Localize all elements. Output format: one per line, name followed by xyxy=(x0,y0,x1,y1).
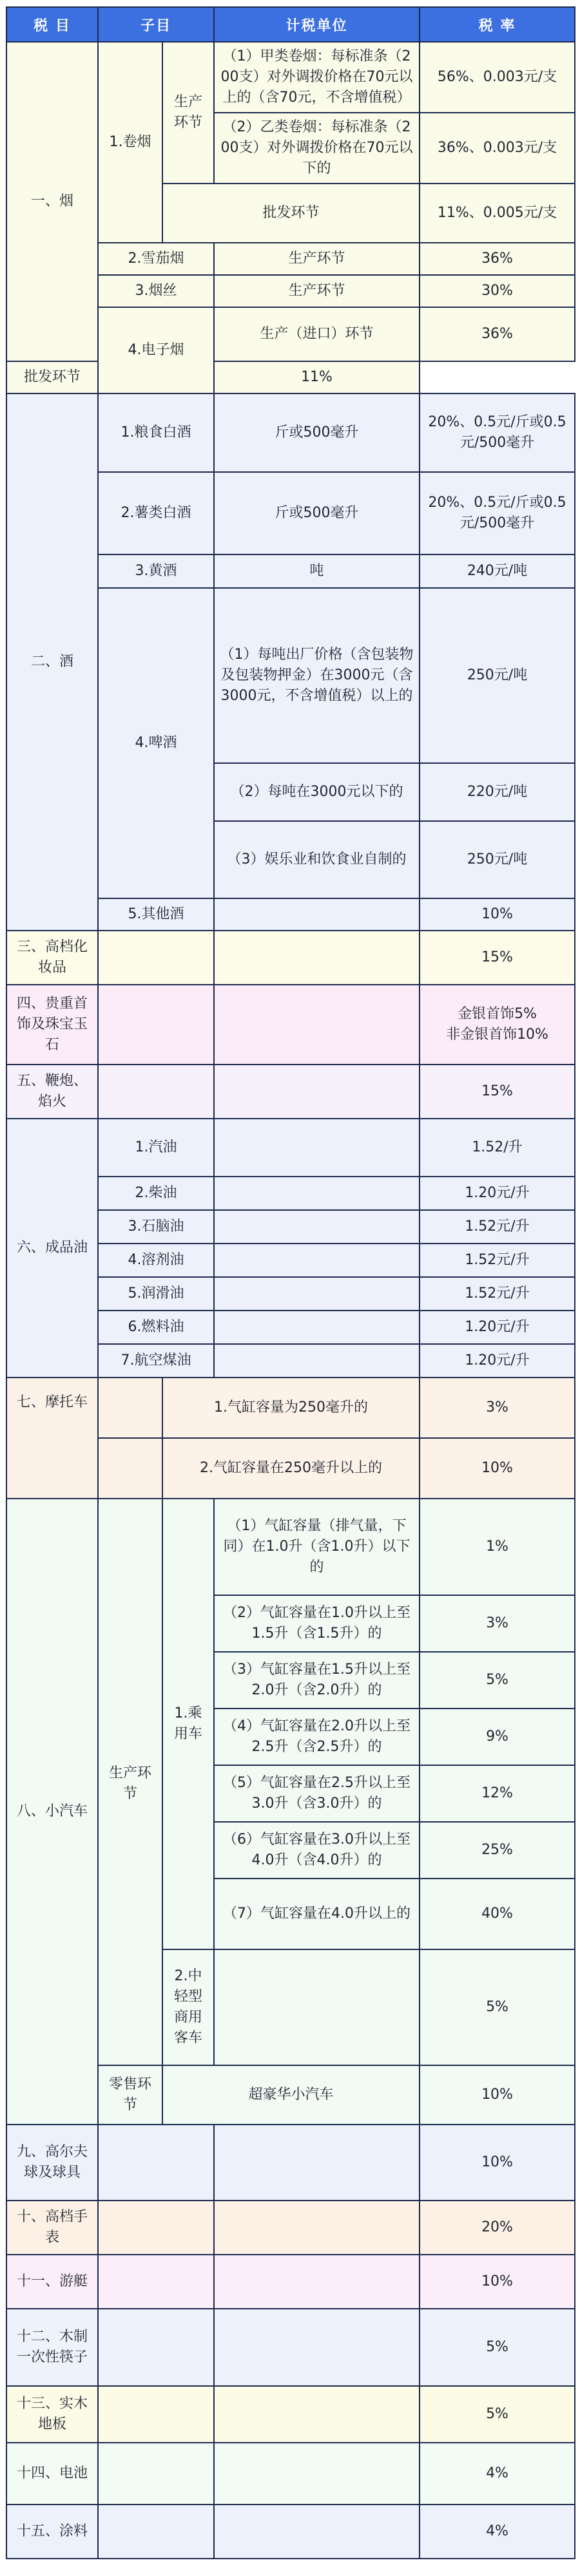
table-row xyxy=(6,2125,575,2201)
rate-cell: 12% xyxy=(420,1765,575,1822)
unit-cell: （2）每吨在3000元以下的 xyxy=(214,763,420,821)
rate-cell: 5% xyxy=(420,1652,575,1709)
unit-cell: （6）气缸容量在3.0升以上至4.0升（含4.0升）的 xyxy=(214,1822,420,1879)
rate-line: 非金银首饰10% xyxy=(446,1026,548,1043)
tax-item-cell: 十四、电池 xyxy=(6,2443,98,2505)
table-row xyxy=(6,2386,575,2443)
unit-cell: （5）气缸容量在2.5升以上至3.0升（含3.0升）的 xyxy=(214,1765,420,1822)
rate-cell: 11% xyxy=(214,361,420,393)
unit-cell xyxy=(214,898,420,931)
unit-cell: （1）每吨出厂价格（含包装物及包装物押金）在3000元（含3000元，不含增值税）以上的 xyxy=(214,588,420,763)
rate-cell: 1.20元/升 xyxy=(420,1311,575,1344)
sub-item-cell: 2.雪茄烟 xyxy=(98,243,214,275)
rate-cell: 15% xyxy=(420,1065,575,1119)
sub-item-cell xyxy=(98,2309,214,2386)
unit-cell xyxy=(214,1949,420,2065)
table-row xyxy=(6,2505,575,2559)
tax-item-cell: 六、成品油 xyxy=(6,1119,98,1378)
rate-cell: 9% xyxy=(420,1709,575,1765)
unit-cell: （4）气缸容量在2.0升以上至2.5升（含2.5升）的 xyxy=(214,1709,420,1765)
tax-item-cell: 一、烟 xyxy=(6,42,98,361)
rate-cell: 1.52元/升 xyxy=(420,1277,575,1311)
header-unit: 计税单位 xyxy=(214,7,420,42)
sub-item-cell: 5.其他酒 xyxy=(98,898,214,931)
sub-item-cell xyxy=(98,2255,214,2309)
sub-item-cell: 2.柴油 xyxy=(98,1177,214,1210)
rate-cell: 11%、0.005元/支 xyxy=(420,184,575,243)
tax-item-cell: 九、高尔夫球及球具 xyxy=(6,2125,98,2201)
rate-cell: 250元/吨 xyxy=(420,588,575,763)
tax-item-cell: 五、鞭炮、焰火 xyxy=(6,1065,98,1119)
unit-cell: （1）气缸容量（排气量，下同）在1.0升（含1.0升）以下的 xyxy=(214,1499,420,1595)
rate-cell: 5% xyxy=(420,2386,575,2443)
table-row xyxy=(6,393,575,472)
stage-cell: 生产环节 xyxy=(162,42,214,184)
unit-cell: 生产环节 xyxy=(214,243,420,275)
table-row xyxy=(6,931,575,985)
unit-cell: （3）气缸容量在1.5升以上至2.0升（含2.0升）的 xyxy=(214,1652,420,1709)
table-row xyxy=(6,1119,575,1177)
rate-cell: 30% xyxy=(420,275,575,307)
rate-cell: 3% xyxy=(420,1595,575,1652)
rate-cell: 220元/吨 xyxy=(420,763,575,821)
rate-line: 金银首饰5% xyxy=(458,1005,537,1022)
sub-item-cell: 4.电子烟 xyxy=(98,307,214,393)
rate-cell: 4% xyxy=(420,2443,575,2505)
unit-cell xyxy=(214,931,420,985)
rate-cell: 40% xyxy=(420,1879,575,1949)
sub-item-cell xyxy=(98,2386,214,2443)
sub-item-cell xyxy=(98,2201,214,2255)
rate-cell: 20% xyxy=(420,2201,575,2255)
rate-cell: 10% xyxy=(420,2255,575,2309)
rate-cell: 36% xyxy=(420,243,575,275)
header-tax-item: 税 目 xyxy=(6,7,98,42)
unit-cell: 批发环节 xyxy=(6,361,98,393)
unit-cell xyxy=(214,2505,420,2559)
unit-cell xyxy=(214,1277,420,1311)
sub-item-cell: 6.燃料油 xyxy=(98,1311,214,1344)
rate-cell: 25% xyxy=(420,1822,575,1879)
sub-item-cell xyxy=(98,985,214,1065)
rate-cell: 36%、0.003元/支 xyxy=(420,113,575,184)
rate-cell: 1% xyxy=(420,1499,575,1595)
unit-cell: （1）甲类卷烟：每标准条（200支）对外调拨价格在70元以上的（含70元，不含增值税） xyxy=(214,42,420,113)
unit-cell xyxy=(214,2309,420,2386)
table-row xyxy=(6,42,575,113)
tax-item-cell: 四、贵重首饰及珠宝玉石 xyxy=(6,985,98,1065)
rate-cell: 1.52/升 xyxy=(420,1119,575,1177)
unit-cell xyxy=(214,2255,420,2309)
unit-cell xyxy=(214,985,420,1065)
rate-cell: 5% xyxy=(420,2309,575,2386)
sub-item-cell: 3.石脑油 xyxy=(98,1210,214,1244)
rate-cell: 1.20元/升 xyxy=(420,1177,575,1210)
rate-cell: 10% xyxy=(420,2125,575,2201)
tax-item-cell: 十二、木制一次性筷子 xyxy=(6,2309,98,2386)
unit-cell xyxy=(214,1119,420,1177)
tax-item-cell: 十一、游艇 xyxy=(6,2255,98,2309)
table-row xyxy=(6,2255,575,2309)
unit-cell xyxy=(214,1344,420,1378)
tax-item-cell: 七、摩托车 xyxy=(6,1378,98,1499)
sub-item-cell: 1.卷烟 xyxy=(98,42,162,243)
tax-item-cell: 二、酒 xyxy=(6,393,98,931)
rate-cell: 20%、0.5元/斤或0.5元/500毫升 xyxy=(420,393,575,472)
rate-cell: 5% xyxy=(420,1949,575,2065)
sub-item-cell: 1.粮食白酒 xyxy=(98,393,214,472)
table-row xyxy=(6,2443,575,2505)
unit-cell: 斤或500毫升 xyxy=(214,393,420,472)
sub-item-cell: 1.汽油 xyxy=(98,1119,214,1177)
stage-cell: 生产环节 xyxy=(98,1499,162,2065)
unit-cell xyxy=(214,2125,420,2201)
unit-cell: 批发环节 xyxy=(162,184,420,243)
table-row xyxy=(6,361,575,393)
rate-cell: 1.52元/升 xyxy=(420,1244,575,1277)
rate-cell: 56%、0.003元/支 xyxy=(420,42,575,113)
table-row xyxy=(6,1065,575,1119)
table-row xyxy=(6,2309,575,2386)
unit-cell: 生产（进口）环节 xyxy=(214,307,420,361)
sub-item-cell: 1.乘用车 xyxy=(162,1499,214,1949)
stage-cell: 零售环节 xyxy=(98,2065,162,2125)
unit-cell: 2.气缸容量在250毫升以上的 xyxy=(162,1438,420,1499)
rate-cell: 240元/吨 xyxy=(420,554,575,588)
rate-cell: 250元/吨 xyxy=(420,821,575,898)
sub-item-cell xyxy=(98,931,214,985)
table-row xyxy=(6,1378,575,1438)
rate-cell: 10% xyxy=(420,2065,575,2125)
sub-item-cell: 3.烟丝 xyxy=(98,275,214,307)
sub-item-cell: 7.航空煤油 xyxy=(98,1344,214,1378)
table-row xyxy=(6,985,575,1065)
rate-cell: 4% xyxy=(420,2505,575,2559)
sub-item-cell xyxy=(98,1438,162,1499)
rate-cell: 10% xyxy=(420,1438,575,1499)
consumption-tax-table xyxy=(6,6,575,2559)
rate-cell: 10% xyxy=(420,898,575,931)
unit-cell: 超豪华小汽车 xyxy=(162,2065,420,2125)
rate-cell: 1.20元/升 xyxy=(420,1344,575,1378)
header-rate: 税 率 xyxy=(420,7,575,42)
unit-cell xyxy=(214,1244,420,1277)
unit-cell xyxy=(214,1065,420,1119)
rate-cell xyxy=(420,985,575,1065)
tax-item-cell: 八、小汽车 xyxy=(6,1499,98,2125)
table-header-row xyxy=(6,7,575,42)
sub-item-cell xyxy=(98,2505,214,2559)
sub-item-cell xyxy=(98,1065,214,1119)
sub-item-cell xyxy=(98,1378,162,1438)
unit-cell: （2）乙类卷烟：每标准条（200支）对外调拨价格在70元以下的 xyxy=(214,113,420,184)
rate-cell: 1.52元/升 xyxy=(420,1210,575,1244)
unit-cell: 生产环节 xyxy=(214,275,420,307)
unit-cell xyxy=(214,2201,420,2255)
tax-item-cell: 十三、实木地板 xyxy=(6,2386,98,2443)
sub-item-cell: 2.中轻型商用客车 xyxy=(162,1949,214,2065)
unit-cell xyxy=(214,2386,420,2443)
unit-cell: （3）娱乐业和饮食业自制的 xyxy=(214,821,420,898)
sub-item-cell: 3.黄酒 xyxy=(98,554,214,588)
unit-cell: 斤或500毫升 xyxy=(214,472,420,554)
header-sub-item: 子目 xyxy=(98,7,214,42)
unit-cell xyxy=(214,1177,420,1210)
unit-cell xyxy=(214,2443,420,2505)
sub-item-cell: 4.啤酒 xyxy=(98,588,214,898)
unit-cell: （7）气缸容量在4.0升以上的 xyxy=(214,1879,420,1949)
table-row xyxy=(6,1499,575,1595)
sub-item-cell: 5.润滑油 xyxy=(98,1277,214,1311)
sub-item-cell xyxy=(98,2125,214,2201)
table-row xyxy=(6,2201,575,2255)
unit-cell: 吨 xyxy=(214,554,420,588)
unit-cell: （2）气缸容量在1.0升以上至1.5升（含1.5升）的 xyxy=(214,1595,420,1652)
unit-cell xyxy=(214,1210,420,1244)
tax-item-cell: 十、高档手表 xyxy=(6,2201,98,2255)
unit-cell: 1.气缸容量为250毫升的 xyxy=(162,1378,420,1438)
rate-cell: 15% xyxy=(420,931,575,985)
tax-item-cell: 十五、涂料 xyxy=(6,2505,98,2559)
rate-cell: 3% xyxy=(420,1378,575,1438)
rate-cell: 20%、0.5元/斤或0.5元/500毫升 xyxy=(420,472,575,554)
sub-item-cell: 4.溶剂油 xyxy=(98,1244,214,1277)
rate-cell: 36% xyxy=(420,307,575,361)
sub-item-cell xyxy=(98,2443,214,2505)
tax-item-cell: 三、高档化妆品 xyxy=(6,931,98,985)
unit-cell xyxy=(214,1311,420,1344)
sub-item-cell: 2.薯类白酒 xyxy=(98,472,214,554)
